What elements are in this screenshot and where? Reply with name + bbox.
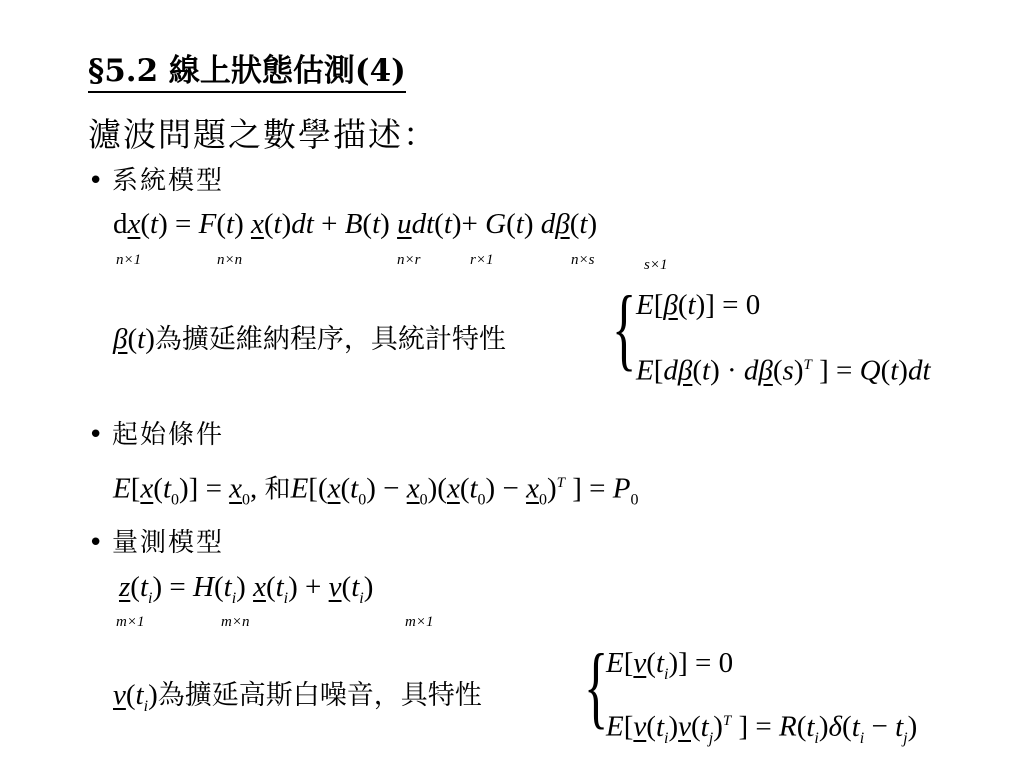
dim-label: n×r: [397, 252, 421, 268]
bullet-dot: •: [88, 528, 106, 558]
measurement-noise-covariance: $E[v(t_i)v(t_j)^T$ ] = $R(t_i)\delta(t_i - t_j)$: [606, 710, 918, 747]
bullet-initial-condition: [88, 418, 224, 452]
measurement-model-label: 量測模型: [112, 528, 225, 558]
dim-label: m×1: [116, 614, 145, 630]
measurement-noise-mean: $E[v(t_i)] = 0$: [606, 647, 734, 683]
left-brace: {: [612, 277, 637, 379]
slide-title: §5.2 線上狀態估測(4): [88, 52, 406, 93]
measurement-equation: $z(t_i) = H(t_i) x(t_i) + v(t_i)$: [119, 571, 374, 607]
dim-label: n×n: [217, 252, 243, 268]
system-equation: dx(t) = F(t) x(t)dt + B(t) udt(t)+ G(t) dβ(t): [113, 208, 598, 240]
initial-condition-label: 起始條件: [112, 420, 225, 450]
dim-label: r×1: [470, 252, 494, 268]
dim-label: n×s: [571, 252, 595, 268]
dim-label: n×1: [116, 252, 142, 268]
initial-condition-equation: $E[x(t_0)] = x_0$, 和$E[(x(t_0) - x_0)(x(t_0) - x_0)^T$ ] = $P_0$: [113, 472, 639, 509]
process-noise-covariance: $E[d\beta(t) \cdot d\beta(s)^T$ ] = Q(t)dt: [636, 354, 931, 387]
bullet-dot: •: [88, 420, 106, 450]
bullet-system-model: [88, 164, 224, 198]
bullet-measurement-model: [88, 526, 224, 560]
dim-label: s×1: [644, 257, 668, 273]
slide-subtitle: 濾波問題之數學描述：: [88, 115, 438, 154]
process-noise-description: β(t)為擴延維納程序，具統計特性: [113, 323, 506, 355]
system-model-label: 系統模型: [112, 166, 225, 196]
left-brace: {: [584, 635, 609, 737]
bullet-dot: •: [88, 166, 106, 196]
dim-label: m×n: [221, 614, 250, 630]
process-noise-mean: E[β(t)] = 0: [636, 289, 761, 321]
measurement-noise-description: $v(t_i)$為擴延高斯白噪音，具特性: [113, 679, 482, 715]
dim-label: m×1: [405, 614, 434, 630]
